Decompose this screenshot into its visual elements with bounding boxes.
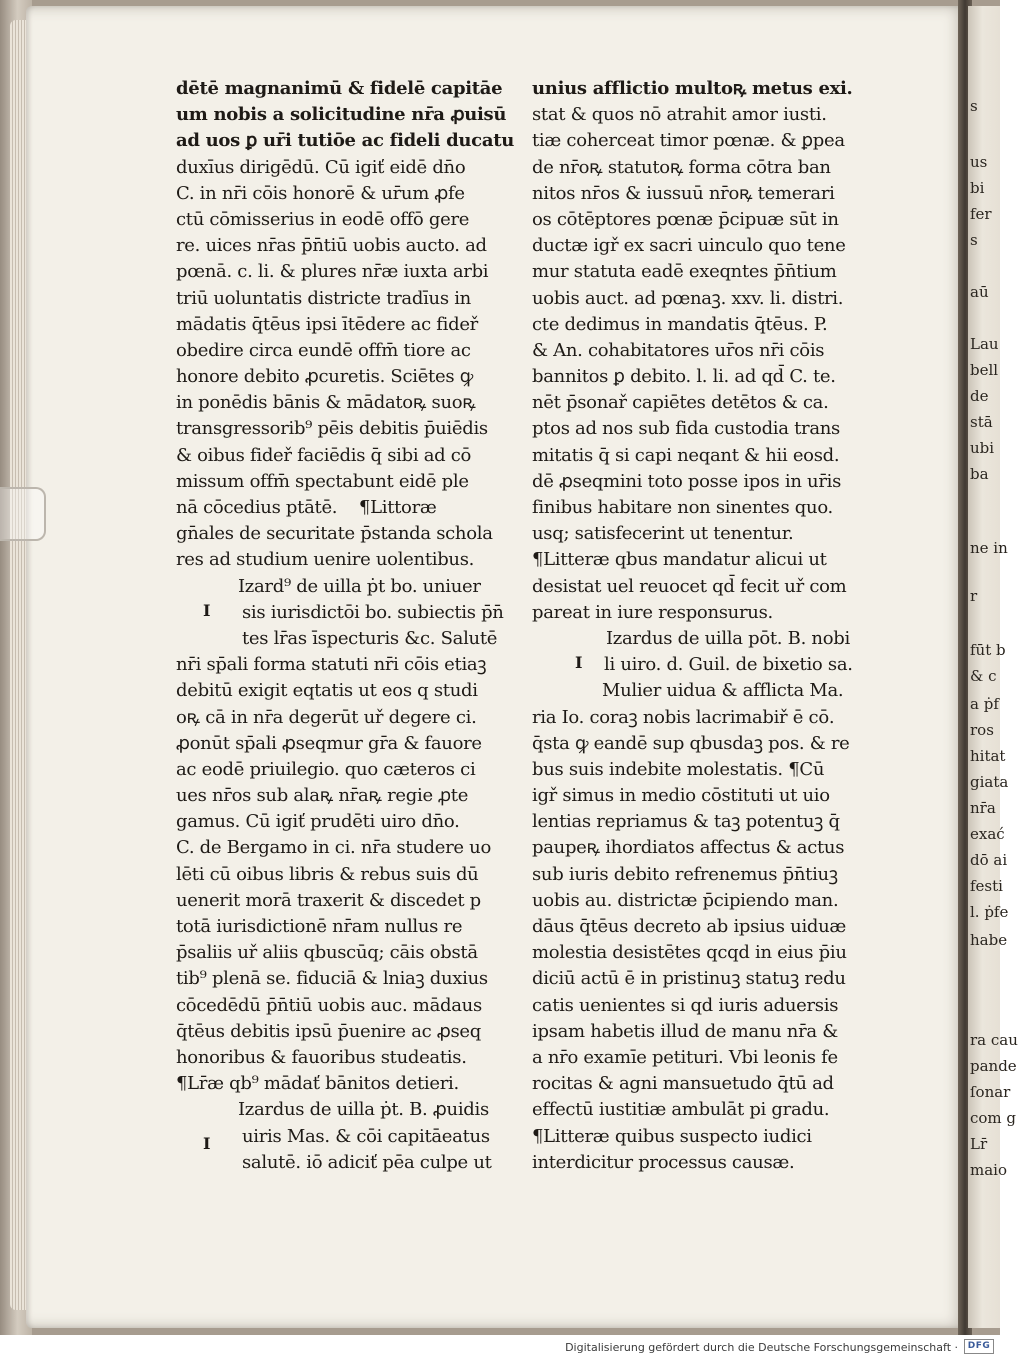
text-line: uiris Mas. & cōi capitāeatus: [242, 1125, 490, 1147]
text-line: oꝶ cā in nr̄a degerūt uř degere ci.: [176, 706, 477, 728]
facing-page-fragment: fer: [970, 205, 992, 223]
text-line: mitatis q̄ si capi neqant & hii eosd.: [532, 444, 840, 466]
text-line: Izardus de uilla pōt. B. nobi: [606, 627, 850, 649]
guide-letter: I: [575, 653, 583, 672]
text-line: os cōtēptores pœnæ p̄cipuæ sūt in: [532, 208, 839, 230]
text-line: stat & quos nō atrahit amor iusti.: [532, 104, 827, 126]
text-line: & An. cohabitatores ur̄os nr̄i cōis: [532, 339, 825, 361]
facing-page-fragment: de: [970, 387, 989, 405]
facing-page-fragment: ne in: [970, 539, 1008, 557]
text-line: cōcedēdū p̄n̄tiū uobis auc. mādaus: [176, 994, 482, 1016]
text-line: ptos ad nos sub fida custodia trans: [532, 418, 840, 440]
rubric-heading: Litteræ quibus suspecto iudici: [543, 1125, 812, 1147]
text-line: tes lr̄as īspecturis &c. Salutē: [242, 627, 498, 649]
facing-page-fragment: ros: [970, 721, 994, 739]
text-line: lentias repriamus & taꝫ potentuꝫ q̄: [532, 811, 840, 833]
text-line: salutē. iō adiciť pēa culpe ut: [242, 1151, 492, 1173]
facing-page-fragment: festi: [970, 877, 1003, 895]
text-line: nēt p̄sonař capiētes detētos & ca.: [532, 392, 829, 414]
text-line-with-rubric: [532, 757, 906, 783]
facing-page-fragment: com g: [970, 1109, 1017, 1127]
text-line: de nr̄oꝶ statutoꝶ forma cōtra ban: [532, 156, 831, 178]
facing-page-fragment: aū: [970, 283, 989, 301]
text-line: gamus. Cū igiť prudēti uiro dn̄o.: [176, 811, 460, 833]
facing-page-fragment: us: [970, 153, 988, 171]
text-line: cte dedimus in mandatis q̄tēus. P.: [532, 313, 828, 335]
facing-page-fragment: fūt b: [970, 641, 1006, 659]
text-line: dētē magnanimū & fidelē capitāe: [176, 78, 503, 99]
text-line: q̄sta ꝙ eandē sup qbusdaꝫ pos. & re: [532, 732, 850, 754]
facing-page-fragment: habe: [970, 931, 1008, 949]
text-line: & oibus fideř faciēdis q̄ sibi ad cō: [176, 444, 472, 466]
facing-page-edge: [968, 6, 1018, 1328]
facing-page-fragment: ra cau: [970, 1031, 1018, 1049]
text-line: mur statuta eadē exeqntes p̄n̄tium: [532, 261, 837, 283]
text-line: p̄saliis uř aliis qbuscūq; cāis obstā: [176, 942, 478, 964]
text-line: ac eodē priuilegio. quo cæteros ci: [176, 758, 476, 780]
rubric-mark: ¶: [176, 1073, 188, 1095]
rubric-heading: Litteræ qbus mandatur alicui ut: [543, 549, 827, 571]
facing-page-fragment: Lau: [970, 335, 999, 353]
facing-page-fragment: nr̄a: [970, 799, 996, 817]
text-line: in ponēdis bānis & mādatoꝶ suoꝶ: [176, 392, 476, 414]
facing-page-fragment: hitat: [970, 747, 1006, 765]
right-text-column: [532, 76, 906, 1176]
text-line: igř simus in medio cōstituti ut uio: [532, 785, 830, 807]
text-line: Izardus de uilla ṗt. B. ꝓuidis: [238, 1099, 489, 1121]
text-line-with-rubric: [176, 495, 521, 521]
text-line: ria Io. coraꝫ nobis lacrimabiř ē cō.: [532, 706, 835, 728]
text-line: missum offm̄ spectabunt eidē ple: [176, 470, 469, 492]
facing-page-fragment: r: [970, 587, 978, 605]
facing-page-fragment: giata: [970, 773, 1009, 791]
text-line: bannitos ꝑ debito. l. li. ad qd̄ C. te.: [532, 366, 836, 388]
text-line: ues nr̄os sub alaꝶ nr̄aꝶ regie ꝓte: [176, 785, 469, 807]
text-line: catis uenientes si qd iuris aduersis: [532, 994, 839, 1016]
text-line: uobis au. districtæ p̄cipiendo man.: [532, 889, 839, 911]
facing-page-fragment: Lr̄: [970, 1135, 988, 1153]
text-line: li uiro. d. Guil. de bixetio sa.: [604, 654, 853, 676]
text-line: sis iurisdictōi bo. subiectis p̄n̄: [242, 601, 504, 623]
guide-letter: I: [203, 1134, 211, 1153]
text-line: rocitas & agni mansuetudo q̄tū ad: [532, 1073, 834, 1095]
facing-page-fragment: dō ai: [970, 851, 1008, 869]
text-line: obedire circa eundē offm̄ tiore ac: [176, 339, 471, 361]
text-line: tiæ coherceat timor pœnæ. & ꝑpea: [532, 130, 845, 152]
text-line: finibus habitare non sinentes quo.: [532, 497, 833, 518]
text-line: lēti cū oibus libris & rebus suis dū: [176, 863, 479, 885]
text-line: transgressorib⁹ pēis debitis p̄uiēdis: [176, 418, 488, 440]
facing-page-fragment: bi: [970, 179, 985, 197]
text-line: nr̄i sp̄ali forma statuti nr̄i cōis etiaꝫ: [176, 654, 487, 676]
text-line: q̄tēus debitis ipsū p̄uenire ac ꝓseq: [176, 1020, 481, 1042]
text-line: a nr̄o examīe petituri. Vbi leonis fe: [532, 1046, 838, 1068]
rubric-line: [176, 1071, 521, 1097]
text-line: ductæ igř ex sacri uinculo quo tene: [532, 235, 846, 257]
rubric-line: [532, 1124, 906, 1150]
text-line: dē ꝓseqmini toto posse ipos in ur̄is: [532, 470, 842, 492]
text-line: triū uoluntatis districte tradīus in: [176, 287, 471, 309]
text-line: diciū actū ē in pristinuꝫ statuꝫ redu: [532, 968, 846, 990]
text-line: Mulier uidua & afflicta Ma.: [602, 680, 844, 702]
facing-page-fragment: bell: [970, 361, 999, 379]
bookmark-tab: [0, 487, 46, 541]
text-line: uobis auct. ad pœnaꝫ. xxv. li. distri.: [532, 287, 844, 309]
text-line: honore debito ꝓcuretis. Sciētes ꝙ: [176, 366, 473, 388]
text-line: usq; satisfecerint ut tenentur.: [532, 523, 794, 545]
text-line: pœnā. c. li. & plures nr̄æ iuxta arbi: [176, 261, 489, 283]
text-line: mādatis q̄tēus ipsi ītēdere ac fideř: [176, 313, 478, 335]
text-line: honoribus & fauoribus studeatis.: [176, 1046, 467, 1068]
text-line: ipsam habetis illud de manu nr̄a &: [532, 1020, 838, 1042]
text-line: um nobis a solicitudine nr̄a ꝓuisū: [176, 104, 507, 126]
facing-page-fragment: s: [970, 97, 978, 115]
text-line: C. in nr̄i cōis honorē & ur̄um ꝓfe: [176, 182, 465, 204]
text-line: ꝓonūt sp̄ali ꝓseqmur gr̄a & fauore: [176, 732, 482, 754]
text-span: bus suis indebite molestatis.: [532, 758, 783, 780]
facing-page-fragment: pande: [970, 1057, 1017, 1075]
text-line: unius afflictio multoꝶ metus exi.: [532, 78, 853, 99]
text-line: pareat in iure responsurus.: [532, 601, 773, 623]
text-line: res ad studium uenire uolentibus.: [176, 549, 475, 571]
facing-page-fragment: stā: [970, 413, 993, 431]
facing-page-fragment: & c: [970, 667, 997, 685]
text-line: paupeꝶ ihordiatos affectus & actus: [532, 837, 845, 859]
rubric-mark: ¶: [358, 497, 371, 518]
rubric-mark: ¶: [532, 549, 544, 571]
text-line: dāus q̄tēus decreto ab ipsius uiduæ: [532, 916, 847, 937]
facing-page-fragment: a ṗf: [970, 695, 999, 713]
text-line: gn̄ales de securitate p̄standa schola: [176, 523, 493, 545]
text-line: nitos nr̄os & iussuū nr̄oꝶ temerari: [532, 182, 835, 204]
text-line: uenerit morā traxerit & discedet p: [176, 889, 481, 911]
facing-page-fragment: exać: [970, 825, 1005, 843]
left-text-column: [176, 76, 521, 1176]
text-line: debitū exigit eqtatis ut eos q studi: [176, 680, 478, 702]
text-line: Izard⁹ de uilla ṗt bo. uniuer: [238, 575, 481, 597]
facing-page-fragment: maio: [970, 1161, 1007, 1179]
text-line: desistat uel reuocet qd̄ fecit uř com: [532, 575, 847, 597]
rubric-line: [532, 547, 906, 573]
text-line: sub iuris debito refrenemus p̄n̄tiuꝫ: [532, 863, 838, 885]
text-line: C. de Bergamo in ci. nr̄a studere uo: [176, 837, 491, 859]
facing-page-fragment: s: [970, 231, 978, 249]
rubric-heading: Cū: [799, 758, 825, 780]
text-line: ad uos ꝑ ur̄i tutiōe ac fideli ducatu: [176, 130, 515, 152]
text-line: totā iurisdictionē nr̄am nullus re: [176, 916, 463, 937]
facing-page-fragment: ubi: [970, 439, 995, 457]
text-line: tib⁹ plenā se. fiduciā & lniaꝫ duxius: [176, 968, 488, 990]
rubric-mark: ¶: [788, 758, 800, 780]
text-line: interdicitur processus causæ.: [532, 1151, 795, 1173]
text-line: duxīus dirigēdū. Cū igiť eidē dn̄o: [176, 156, 466, 178]
guide-letter: I: [203, 601, 211, 620]
text-line: effectū iustitiæ ambulāt pi gradu.: [532, 1099, 830, 1121]
funding-credit: Digitalisierung gefördert durch die Deutsche Forschungsgemeinschaft ·: [565, 1341, 958, 1354]
text-line: ctū cōmisserius in eodē offō gere: [176, 208, 470, 230]
facing-page-fragment: l. ṗfe: [970, 903, 1009, 921]
rubric-heading: Lr̄æ qb⁹ mādať bānitos detieri.: [187, 1073, 459, 1095]
facing-page-fragment: ba: [970, 465, 989, 483]
text-span: nā cōcedius ptātē.: [176, 497, 338, 518]
facing-page-fragment: ſonar: [970, 1083, 1011, 1101]
rubric-heading: Littoræ: [370, 497, 437, 518]
text-line: molestia desistētes qcqd in eius p̄iu: [532, 942, 847, 964]
dfg-logo: DFG: [964, 1339, 994, 1354]
rubric-mark: ¶: [532, 1125, 544, 1147]
text-line: re. uices nr̄as p̄n̄tiū uobis aucto. ad: [176, 235, 487, 257]
